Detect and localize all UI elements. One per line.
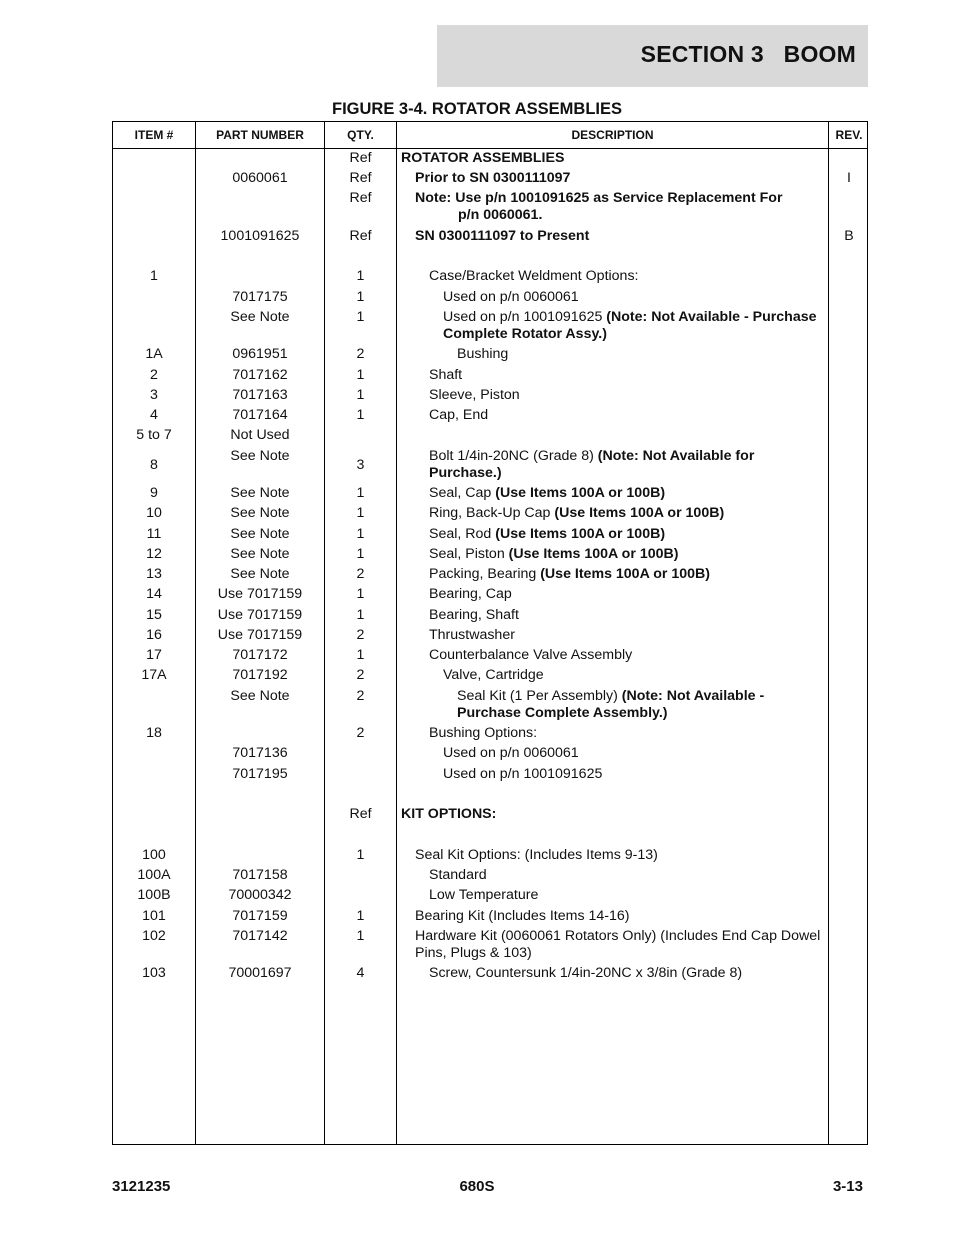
part-number: Not Used: [230, 427, 290, 443]
description-text: Seal, Rod: [429, 526, 496, 542]
quantity: Ref: [349, 170, 372, 186]
description: [401, 847, 829, 864]
part-number: See Note: [230, 505, 290, 521]
quantity: 1: [356, 485, 365, 501]
quantity: Ref: [349, 806, 372, 822]
description-text: Bolt 1/4in-20NC (Grade 8): [429, 448, 598, 464]
description-text: Low Temperature: [429, 887, 539, 903]
description: [401, 367, 829, 384]
description: [401, 309, 829, 343]
part-number: 0060061: [232, 170, 288, 186]
description-text: Used on p/n 0060061: [443, 745, 579, 761]
part-number: See Note: [230, 688, 290, 704]
description-text: Cap, End: [429, 407, 489, 423]
description-note: (Use Items 100A or 100B): [540, 566, 711, 582]
quantity: 1: [356, 847, 365, 863]
description: [401, 387, 829, 404]
item-number: 17A: [141, 667, 167, 683]
part-number: See Note: [230, 526, 290, 542]
description: [401, 268, 829, 285]
description: [401, 806, 829, 823]
quantity: 2: [356, 346, 365, 362]
item-number: 16: [146, 627, 162, 643]
header-rev: REV.: [835, 128, 863, 142]
part-number: 0961951: [232, 346, 288, 362]
description-text: Used on p/n 0060061: [443, 289, 579, 305]
header-divider: [113, 148, 867, 149]
item-number: 11: [146, 526, 162, 542]
quantity: 1: [356, 647, 365, 663]
part-number: 7017175: [232, 289, 288, 305]
description-text: Bushing: [457, 346, 509, 362]
description-note: (Note: Not Available - Purchase Complete Rotator Assy.): [443, 309, 817, 342]
description-text: Note: Use p/n 1001091625 as Service Replacement For: [415, 190, 783, 206]
description: [401, 867, 829, 884]
item-number: 12: [146, 546, 162, 562]
quantity: 2: [356, 627, 365, 643]
description-text: Hardware Kit (0060061 Rotators Only) (Includes End Cap Dowel Pins, Plugs & 103): [415, 928, 821, 961]
part-number: 7017158: [232, 867, 288, 883]
item-number: 100: [142, 847, 166, 863]
part-number: 70001697: [228, 965, 292, 981]
item-number: 17: [146, 647, 162, 663]
description: [401, 607, 829, 624]
part-number: 7017172: [232, 647, 288, 663]
header-part-number: PART NUMBER: [216, 128, 304, 142]
description-note: (Use Items 100A or 100B): [554, 505, 725, 521]
item-number: 100A: [137, 867, 171, 883]
description-text: Seal Kit Options: (Includes Items 9-13): [415, 847, 658, 863]
part-number: 70000342: [228, 887, 292, 903]
item-number: 15: [146, 607, 162, 623]
part-number: See Note: [230, 546, 290, 562]
description-text: Standard: [429, 867, 487, 883]
description-text: Ring, Back-Up Cap: [429, 505, 555, 521]
description-text: Seal Kit (1 Per Assembly): [457, 688, 622, 704]
description-text: Used on p/n 1001091625: [443, 309, 607, 325]
description: [401, 526, 829, 543]
quantity: 1: [356, 607, 365, 623]
description-text: Used on p/n 1001091625: [443, 766, 603, 782]
quantity: 1: [356, 526, 365, 542]
quantity: Ref: [349, 190, 372, 206]
quantity: 1: [356, 367, 365, 383]
column-divider: [396, 122, 397, 1144]
parts-table: [112, 121, 868, 1145]
part-number: 7017162: [232, 367, 288, 383]
description-text: Valve, Cartridge: [443, 667, 544, 683]
item-number: 10: [146, 505, 162, 521]
item-number: 101: [142, 908, 166, 924]
part-number: Use 7017159: [217, 586, 303, 602]
description-note: (Use Items 100A or 100B): [495, 526, 666, 542]
quantity: Ref: [349, 150, 372, 166]
header-qty: QTY.: [347, 128, 374, 142]
footer-doc-number: 3121235: [112, 1178, 171, 1195]
description-text: Prior to SN 0300111097: [415, 170, 571, 186]
description: [401, 566, 829, 583]
description: [401, 407, 829, 424]
description: [401, 667, 829, 684]
item-number: 102: [142, 928, 166, 944]
description: [401, 586, 829, 603]
part-number: Use 7017159: [217, 607, 303, 623]
part-number: 7017164: [232, 407, 288, 423]
description: [401, 228, 829, 245]
description: [401, 546, 829, 563]
part-number: 7017136: [232, 745, 288, 761]
item-number: 2: [150, 367, 158, 383]
description: [401, 627, 829, 644]
quantity: 1: [356, 505, 365, 521]
description: [401, 887, 829, 904]
item-number: 5 to 7: [136, 427, 172, 443]
part-number: See Note: [230, 566, 290, 582]
part-number: 7017192: [232, 667, 288, 683]
description-text: Seal, Cap: [429, 485, 496, 501]
item-number: 9: [150, 485, 158, 501]
description-text: Bearing, Cap: [429, 586, 512, 602]
part-number: 1001091625: [220, 228, 300, 244]
footer-model: 680S: [459, 1178, 495, 1195]
item-number: 14: [146, 586, 162, 602]
description-text: Screw, Countersunk 1/4in-20NC x 3/8in (Grade 8): [429, 965, 743, 981]
quantity: 3: [356, 457, 365, 473]
quantity: 2: [356, 725, 365, 741]
quantity: 2: [356, 566, 365, 582]
description-note: (Note: Not Available for Purchase.): [429, 448, 755, 481]
description: [401, 766, 829, 783]
description: [401, 745, 829, 762]
quantity: 4: [356, 965, 365, 981]
description-note: (Use Items 100A or 100B): [508, 546, 679, 562]
description: [401, 170, 829, 187]
quantity: 1: [356, 586, 365, 602]
description-text: KIT OPTIONS:: [401, 806, 497, 822]
item-number: 100B: [137, 887, 171, 903]
quantity: 2: [356, 688, 365, 704]
quantity: 1: [356, 908, 365, 924]
figure-title: FIGURE 3-4. ROTATOR ASSEMBLIES: [332, 100, 622, 118]
description-note: p/n 0060061.: [458, 207, 543, 223]
description: [401, 150, 829, 167]
description-note: (Use Items 100A or 100B): [495, 485, 666, 501]
quantity: 1: [356, 268, 365, 284]
part-number: See Note: [230, 309, 290, 325]
description: [401, 965, 829, 982]
description-text: SN 0300111097 to Present: [415, 228, 590, 244]
part-number: 7017195: [232, 766, 288, 782]
description-text: Shaft: [429, 367, 463, 383]
description-text: Bearing Kit (Includes Items 14-16): [415, 908, 630, 924]
description: [401, 448, 829, 482]
item-number: 13: [146, 566, 162, 582]
quantity: 1: [356, 309, 365, 325]
description: [401, 647, 829, 664]
revision: B: [844, 228, 854, 244]
quantity: 1: [356, 387, 365, 403]
description-text: Bushing Options:: [429, 725, 538, 741]
item-number: 1A: [145, 346, 163, 362]
item-number: 1: [150, 268, 158, 284]
description-text: Counterbalance Valve Assembly: [429, 647, 633, 663]
description: [401, 505, 829, 522]
part-number: See Note: [230, 485, 290, 501]
description-text: Case/Bracket Weldment Options:: [429, 268, 639, 284]
description-text: ROTATOR ASSEMBLIES: [401, 150, 565, 166]
description-text: Packing, Bearing: [429, 566, 541, 582]
part-number: Use 7017159: [217, 627, 303, 643]
item-number: 3: [150, 387, 158, 403]
section-header-box: [437, 25, 868, 87]
header-item: ITEM #: [134, 128, 174, 142]
description: [401, 928, 829, 962]
part-number: 7017159: [232, 908, 288, 924]
quantity: Ref: [349, 228, 372, 244]
description: [401, 688, 829, 722]
item-number: 103: [142, 965, 166, 981]
description: [401, 908, 829, 925]
item-number: 18: [146, 725, 162, 741]
description-text: Seal, Piston: [429, 546, 509, 562]
description: [401, 346, 829, 363]
quantity: 1: [356, 546, 365, 562]
description-text: Bearing, Shaft: [429, 607, 519, 623]
revision: I: [847, 170, 851, 186]
section-title: SECTION 3 BOOM: [640, 41, 856, 67]
part-number: 7017142: [232, 928, 288, 944]
part-number: See Note: [230, 448, 290, 464]
description-text: Thrustwasher: [429, 627, 515, 643]
quantity: 1: [356, 407, 365, 423]
quantity: 1: [356, 928, 365, 944]
part-number: 7017163: [232, 387, 288, 403]
quantity: 1: [356, 289, 365, 305]
description: [401, 725, 829, 742]
header-description: DESCRIPTION: [571, 128, 654, 142]
item-number: 4: [150, 407, 158, 423]
item-number: 8: [150, 457, 158, 473]
description-text: Sleeve, Piston: [429, 387, 520, 403]
description: [401, 485, 829, 502]
description: [401, 289, 829, 306]
footer-page-number: 3-13: [832, 1178, 863, 1195]
description: [401, 190, 829, 224]
description-note: (Note: Not Available - Purchase Complete Assembly.): [457, 688, 765, 721]
quantity: 2: [356, 667, 365, 683]
